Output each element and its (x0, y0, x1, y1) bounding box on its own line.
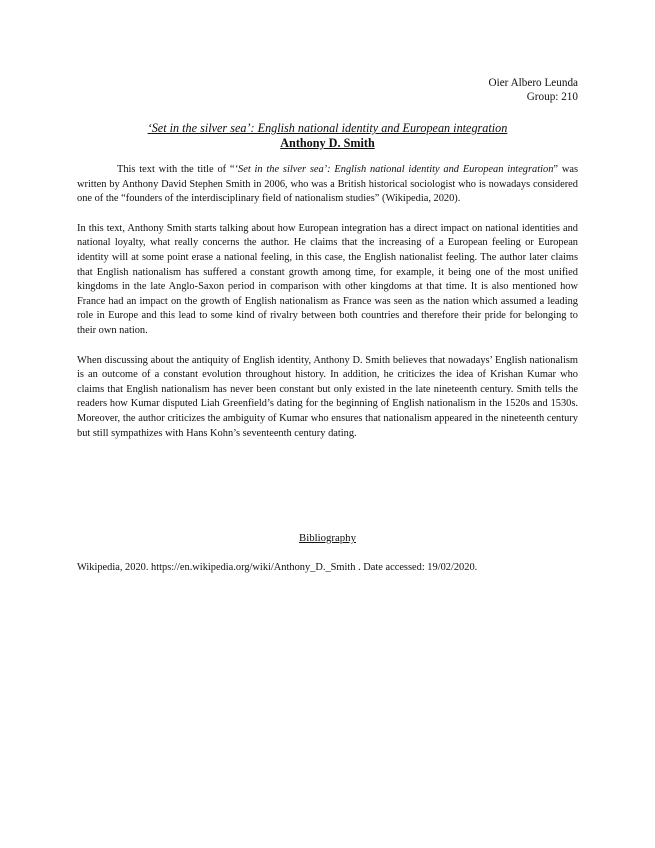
paragraph-3: When discussing about the antiquity of English identity, Anthony D. Smith believes that nowadays’ English nationalism is an outcome of a constant evolution throughout history. In addition, he criticizes the idea of Krishan Kumar who claims that English nationalism has never been constant but only existed in the late nineteenth century. Smith tells the readers how Kumar disputed Liah Greenfield’s dating for the beginning of English nationalism in the 1520s and 1530s. Moreover, the author criticizes the ambiguity of Kumar who ensures that nationalism appeared in the nineteenth century but still sympathizes with Hans Kohn’s seventeenth century dating. (77, 354, 578, 439)
paragraph-1-rest: ” was written by Anthony David Stephen Smith in 2006, who was a British historical sociologist who is nowadays considered one of the “founders of the interdisciplinary field of nationalism studies” (Wikipedia, 2020). (77, 164, 578, 205)
group-label: Group: 210 (526, 91, 578, 103)
author-info (489, 76, 578, 104)
author-name: Oier Albero Leunda (488, 77, 578, 89)
bibliography-heading: Bibliography (299, 532, 356, 544)
paragraph-1-lead: This text with the title of “ (117, 164, 235, 175)
document-title: ‘Set in the silver sea’: English national identity and European integration (147, 121, 508, 135)
title-block (77, 121, 578, 151)
paragraph-2: In this text, Anthony Smith starts talking about how European integration has a direct impact on national identities and national loyalty, what really concerns the author. He claims that the increasing of a European feeling or European identity will at some point erase a national feeling, in this case, the English nationalist feeling. The author later claims that English nationalism has suffered a constant growth among time, for example, it being one of the most unified kingdoms in the late Anglo-Saxon period in comparison with other kingdoms at that time. It is also mentioned how France had an impact on the growth of English nationalism as France was seen as the nation which assumed a leading role in Europe and this lead to some kind of rivalry between both countries and therefore their pride for belonging to their own nation. (77, 222, 578, 336)
paragraph-1-italic-title: ‘Set in the silver sea’: English national identity and European integration (234, 164, 554, 175)
body-text (77, 163, 578, 456)
bibliography-entry: Wikipedia, 2020. https://en.wikipedia.org/wiki/Anthony_D._Smith . Date accessed: 19/02/2020. (77, 562, 478, 573)
paragraph-1 (77, 163, 578, 207)
document-subject-author: Anthony D. Smith (280, 136, 375, 150)
